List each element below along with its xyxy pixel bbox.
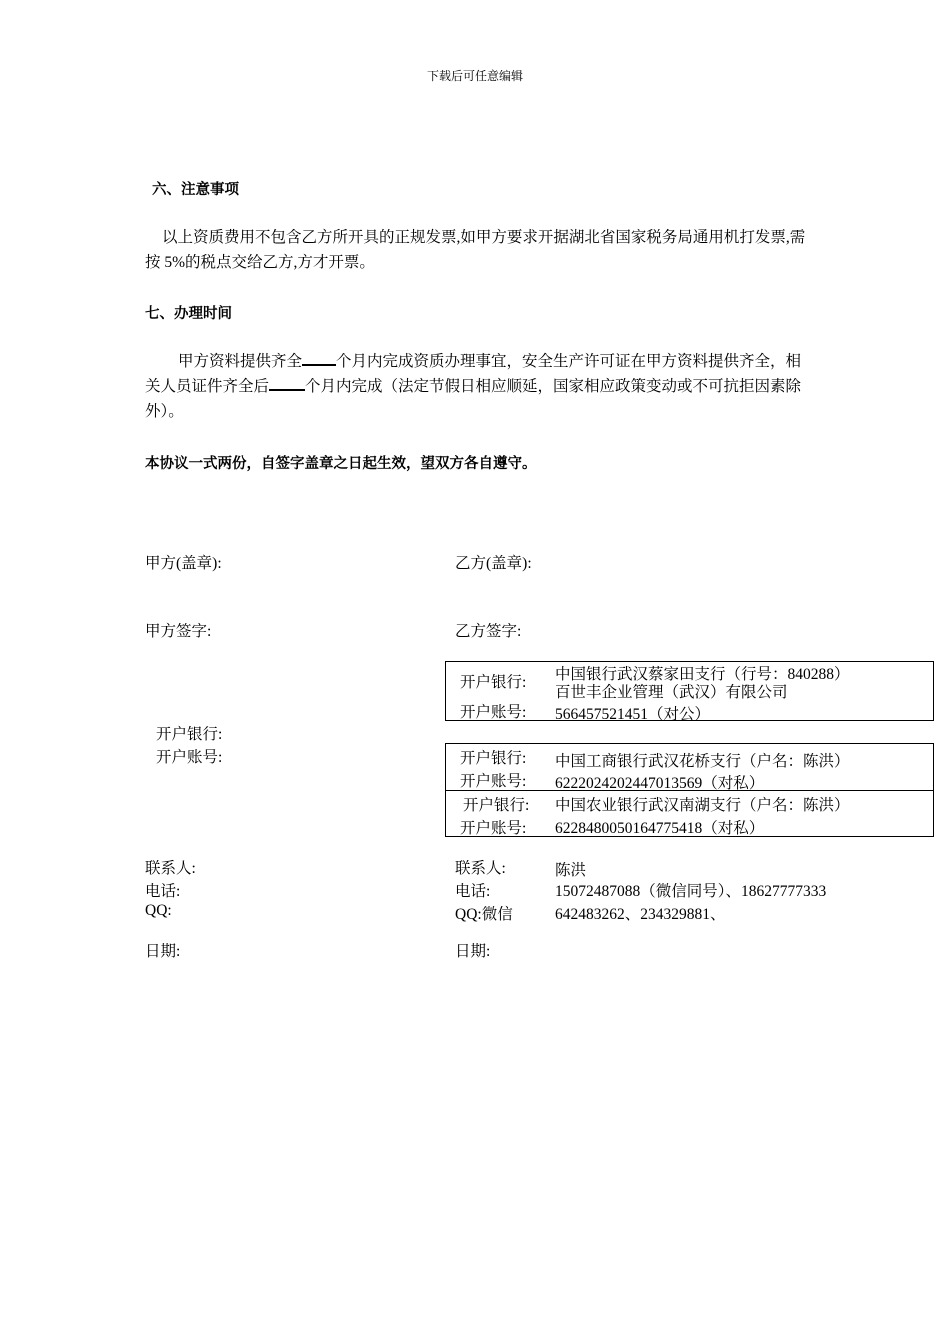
account-label: 开户账号: <box>460 704 527 721</box>
section-7-text-1: 甲方资料提供齐全 <box>178 353 303 370</box>
bank-name: 中国农业银行武汉南湖支行（户名：陈洪） <box>555 797 850 814</box>
section-6-body: 以上资质费用不包含乙方所开具的正规发票,如甲方要求开据湖北省国家税务局通用机打发票,需按 5%的税点交给乙方,方才开票。 <box>145 229 806 271</box>
party-a-seal-label: 甲方(盖章): <box>145 555 222 572</box>
party-b-sign-label: 乙方签字: <box>455 623 522 640</box>
account-number: 6228480050164775418（对私） <box>555 820 765 837</box>
party-a-account-label: 开户账号: <box>156 749 223 766</box>
section-7-text-2: 个月内完成资质办理事宜，安全生产许可证在甲方资料提供齐全，相关人员证件齐全后 <box>145 353 802 395</box>
party-b-qq-label: QQ:微信 <box>455 906 513 923</box>
party-b-qq-value: 642483262、234329881、 <box>555 906 726 923</box>
section-7-body <box>145 349 813 424</box>
blank-months-2 <box>269 375 305 391</box>
party-b-contact-label: 联系人: <box>455 860 506 877</box>
account-label: 开户账号: <box>460 773 527 790</box>
section-6-heading: 六、注意事项 <box>152 182 239 198</box>
agreement-statement: 本协议一式两份，自签字盖章之日起生效，望双方各自遵守。 <box>145 456 537 472</box>
bank-name: 中国银行武汉蔡家田支行（行号：840288） <box>555 666 850 683</box>
section-7-heading: 七、办理时间 <box>145 306 232 322</box>
bank-name: 中国工商银行武汉花桥支行（户名：陈洪） <box>555 753 850 770</box>
account-number: 566457521451（对公） <box>555 706 711 723</box>
header-note: 下载后可任意编辑 <box>426 69 523 83</box>
table-divider <box>446 790 933 791</box>
party-a-qq-label: QQ: <box>145 902 172 919</box>
party-b-contact-value: 陈洪 <box>555 862 587 879</box>
party-a-contact-label: 联系人: <box>145 860 196 877</box>
bank-label: 开户银行: <box>460 750 527 767</box>
party-b-phone-label: 电话: <box>455 883 491 900</box>
bank-table-personal <box>445 743 934 837</box>
party-a-sign-label: 甲方签字: <box>145 623 212 640</box>
account-number: 6222024202447013569（对私） <box>555 775 765 792</box>
party-a-bank-label: 开户银行: <box>156 726 223 743</box>
bank-label: 开户银行: <box>463 797 530 814</box>
company-name: 百世丰企业管理（武汉）有限公司 <box>555 684 788 701</box>
bank-table-company <box>445 661 934 721</box>
party-a-date-label: 日期: <box>145 943 181 960</box>
party-b-date-label: 日期: <box>455 943 491 960</box>
party-b-seal-label: 乙方(盖章): <box>455 555 532 572</box>
blank-months-1 <box>302 350 336 366</box>
party-a-phone-label: 电话: <box>145 883 181 900</box>
section-7-text-3: 个月内完成（法定节假日相应顺延，国家相应政策变动或不可抗拒因素除外）。 <box>145 378 802 420</box>
account-label: 开户账号: <box>460 820 527 837</box>
bank-label: 开户银行: <box>460 674 527 691</box>
party-b-phone-value: 15072487088（微信同号）、18627777333 <box>555 883 827 900</box>
